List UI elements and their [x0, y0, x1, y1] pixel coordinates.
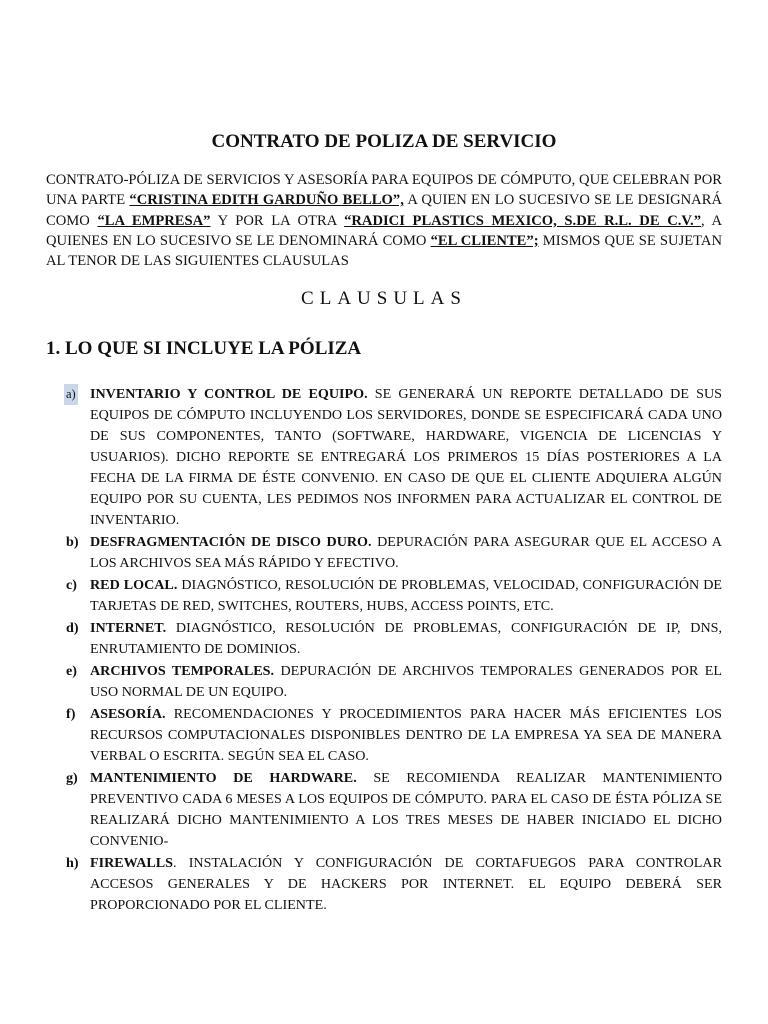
clause-item-f — [66, 704, 722, 767]
clause-item-g — [66, 768, 722, 852]
clause-heading: RED LOCAL. — [90, 577, 178, 593]
clause-item-e — [66, 661, 722, 703]
clause-heading: INVENTARIO Y CONTROL DE EQUIPO. — [90, 386, 368, 402]
clause-heading: INTERNET. — [90, 620, 167, 636]
party-cristina: “CRISTINA EDITH GARDUÑO BELLO”, — [129, 192, 404, 209]
clause-text: RECOMENDACIONES Y PROCEDIMIENTOS PARA HACER MÁS EFICIENTES LOS RECURSOS COMPUTACIONALES DISPONIBLES DENTRO DE LA EMPRESA YA SEA DE MANERA VERBAL O ESCRITA. SEGÚN SEA EL CASO. — [90, 706, 722, 764]
clause-label: a) — [64, 384, 78, 405]
clause-item-h — [66, 853, 722, 916]
clause-text: DEPURACIÓN PARA ASEGURAR QUE EL ACCESO A LOS ARCHIVOS SEA MÁS RÁPIDO Y EFECTIVO. — [90, 534, 722, 571]
party-la-empresa: “LA EMPRESA” — [97, 212, 211, 229]
party-radici: “RADICI PLASTICS MEXICO, S.DE R.L. DE C.V.” — [344, 212, 702, 229]
section-heading: 1. LO QUE SI INCLUYE LA PÓLIZA — [46, 338, 362, 359]
clausulas-heading: CLAUSULAS — [301, 288, 467, 309]
clause-label: c) — [66, 577, 77, 593]
intro-text-5: MISMOS QUE SE SUJETAN AL TENOR DE LAS SIGUIENTES CLAUSULAS — [46, 232, 722, 270]
intro-paragraph — [46, 170, 722, 271]
intro-text-4: , A QUIENES EN LO SUCESIVO SE LE DENOMINARÁ COMO — [46, 212, 723, 249]
clause-label: h) — [66, 855, 79, 871]
intro-text-2: A QUIEN EN LO SUCESIVO SE LE DESIGNARÁ COMO — [46, 192, 722, 229]
clause-text: DIAGNÓSTICO, RESOLUCIÓN DE PROBLEMAS, VELOCIDAD, CONFIGURACIÓN DE TARJETAS DE RED, SWITCHES, ROUTERS, HUBS, ACCESS POINTS, ETC. — [90, 577, 722, 614]
clause-heading: ASESORÍA. — [90, 706, 166, 722]
clause-item-d — [66, 618, 722, 660]
intro-text-1: CONTRATO-PÓLIZA DE SERVICIOS Y ASESORÍA PARA EQUIPOS DE CÓMPUTO, QUE CELEBRAN POR UNA PARTE — [46, 172, 722, 209]
clause-label: d) — [66, 620, 79, 636]
clause-label: f) — [66, 706, 76, 722]
clause-item-b — [66, 532, 722, 574]
clause-item-a — [66, 384, 722, 531]
clause-item-c — [66, 575, 722, 617]
intro-text-3: Y POR LA OTRA — [210, 212, 345, 229]
clause-label: b) — [66, 534, 79, 550]
clause-text: SE GENERARÁ UN REPORTE DETALLADO DE SUS EQUIPOS DE CÓMPUTO INCLUYENDO LOS SERVIDORES, DONDE SE ESPECIFICARÁ CADA UNO DE SUS COMPONENTES, TANTO (SOFTWARE, HARDWARE, VIGENCIA DE LICENCIAS Y USUARIOS). DICHO REPORTE SE ENTREGARÁ LOS PRIMEROS 15 DÍAS POSTERIORES A LA FECHA DE LA FIRMA DE ÉSTE CONVENIO. EN CASO DE QUE EL CLIENTE ADQUIERA ALGÚN EQUIPO POR SU CUENTA, LES PEDIMOS NOS INFORMEN PARA ACTUALIZAR EL CONTROL DE INVENTARIO. — [90, 386, 722, 528]
clause-heading: MANTENIMIENTO DE HARDWARE. — [90, 770, 357, 786]
party-el-cliente: “EL CLIENTE”; — [430, 232, 539, 249]
clause-label: e) — [66, 663, 77, 679]
clause-heading: DESFRAGMENTACIÓN DE DISCO DURO. — [90, 534, 372, 550]
document-title: CONTRATO DE POLIZA DE SERVICIO — [211, 131, 557, 152]
clause-text: . INSTALACIÓN Y CONFIGURACIÓN DE CORTAFUEGOS PARA CONTROLAR ACCESOS GENERALES Y DE HACKERS POR INTERNET. EL EQUIPO DEBERÁ SER PROPORCIONADO POR EL CLIENTE. — [90, 855, 722, 913]
clause-label: g) — [66, 770, 78, 786]
clause-text: SE RECOMIENDA REALIZAR MANTENIMIENTO PREVENTIVO CADA 6 MESES A LOS EQUIPOS DE CÓMPUTO. PARA EL CASO DE ÉSTA PÓLIZA SE REALIZARÁ DICHO MANTENIMIENTO A LOS TRES MESES DE HABER INICIADO EL DICHO CONVENIO- — [90, 770, 723, 849]
clause-heading: FIREWALLS — [90, 855, 174, 871]
clause-list — [66, 384, 722, 917]
clause-text: DEPURACIÓN DE ARCHIVOS TEMPORALES GENERADOS POR EL USO NORMAL DE UN EQUIPO. — [90, 663, 722, 700]
clause-text: DIAGNÓSTICO, RESOLUCIÓN DE PROBLEMAS, CONFIGURACIÓN DE IP, DNS, ENRUTAMIENTO DE DOMINIOS. — [90, 620, 722, 657]
clause-heading: ARCHIVOS TEMPORALES. — [90, 663, 275, 679]
